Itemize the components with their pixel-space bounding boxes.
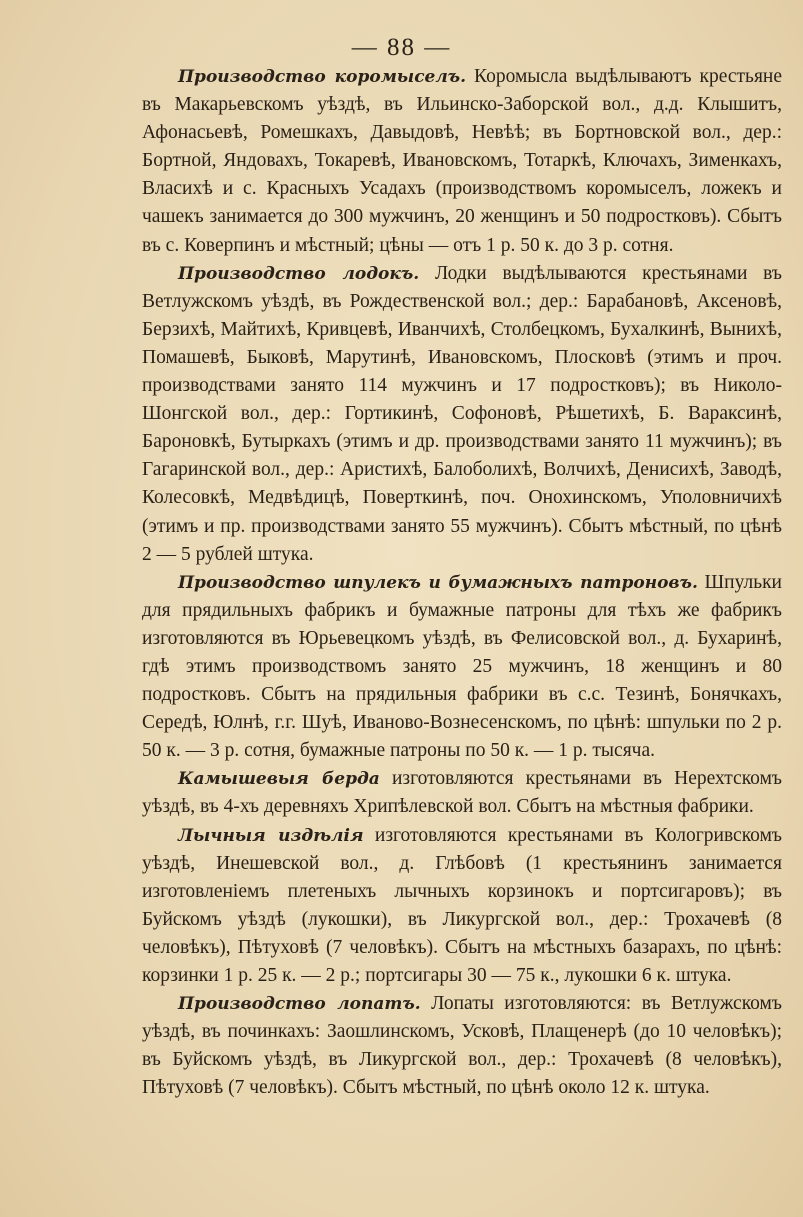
paragraph-boats bbox=[142, 260, 782, 569]
paragraph-text: Шпульки для прядильныхъ фабрикъ и бумажные патроны для тѣхъ же фабрикъ изготовляются въ Юрьевецкомъ уѣздѣ, въ Фелисовской вол., д. Бухаринѣ, гдѣ этимъ производствомъ занято 25 мужчинъ, 18 женщинъ и 80 подростковъ. Сбытъ на прядильныя фабрики въ с.с. Тезинѣ, Бонячкахъ, Середѣ, Юлнѣ, г.г. Шуѣ, Иваново-Вознесенскомъ, по цѣнѣ: шпульки по 2 р. 50 к. — 3 р. сотня, бумажные патроны по 50 к. — 1 р. тысяча. bbox=[142, 571, 782, 762]
paragraph-text: Коромысла выдѣлываютъ крестьяне въ Макарьевскомъ уѣздѣ, въ Ильинско-Заборской вол., д.д. Клышитъ, Афонасьевѣ, Ромешкахъ, Давыдовѣ, Невѣѣ; въ Бортновской вол., дер.: Бортной, Яндовахъ, Токаревѣ, Ивановскомъ, Тотаркѣ, Ключахъ, Зименкахъ, Власихѣ и с. Красныхъ Усадахъ (производствомъ коромыселъ, ложекъ и чашекъ занимается до 300 мужчинъ, 20 женщинъ и 50 подростковъ). Сбытъ въ с. Коверпинъ и мѣстный; цѣны — отъ 1 р. 50 к. до 3 р. сотня. bbox=[142, 66, 782, 256]
paragraph-bobbins bbox=[142, 569, 782, 766]
paragraph-text: изготовляются крестьянами въ Кологривскомъ уѣздѣ, Инешевской вол., д. Глѣбовѣ (1 крестьянинъ занимается изготовленіемъ плетеныхъ лычныхъ корзинокъ и портсигаровъ); въ Буйскомъ уѣздѣ (лукошки), въ Ликургской вол., дер.: Трохачевѣ (8 человѣкъ), Пѣтуховѣ (7 человѣкъ). Сбытъ на мѣстныхъ базарахъ, по цѣнѣ: корзинки 1 р. 25 к. — 2 р.; портсигары 30 — 75 к., лукошки 6 к. штука. bbox=[142, 824, 782, 986]
paragraph-reeds bbox=[142, 765, 782, 821]
section-heading: Производство шпулекъ и бумажныхъ патроновъ. bbox=[178, 572, 698, 593]
section-heading: Лычныя издѣлія bbox=[178, 825, 364, 846]
paragraph-text: Лопаты изготовляются: въ Ветлужскомъ уѣздѣ, въ починкахъ: Заошлинскомъ, Усковѣ, Плащенерѣ (до 10 человѣкъ); въ Буйскомъ уѣздѣ, въ Ликургской вол., дер.: Трохачевѣ (8 человѣкъ), Пѣтуховѣ (7 человѣкъ). Сбытъ мѣстный, по цѣнѣ около 12 к. штука. bbox=[142, 993, 782, 1099]
page-body bbox=[142, 63, 782, 1102]
paragraph-text: Лодки выдѣлываются крестьянами въ Ветлужскомъ уѣздѣ, въ Рождественской вол.; дер.: Барабановѣ, Аксеновѣ, Берзихѣ, Майтихѣ, Кривцевѣ, Иванчихѣ, Столбецкомъ, Бухалкинѣ, Вынихѣ, Помашевѣ, Быковѣ, Марутинѣ, Ивановскомъ, Плосковѣ (этимъ и проч. производствами занято 114 мужчинъ и 17 подростковъ); въ Николо-Шонгской вол., дер.: Гортикинѣ, Софоновѣ, Рѣшетихѣ, Б. Вараксинѣ, Бароновкѣ, Бутыркахъ (этимъ и др. производствами занято 11 мужчинъ); въ Гагаринской вол., дер.: Аристихѣ, Балоболихѣ, Волчихѣ, Денисихѣ, Заводѣ, Колесовкѣ, Медвѣдицѣ, Поверткинѣ, поч. Онохинскомъ, Уполовничихѣ (этимъ и пр. производствами занято 55 мужчинъ). Сбытъ мѣстный, по цѣнѣ 2 — 5 рублей штука. bbox=[142, 262, 782, 565]
section-heading: Производство лопатъ. bbox=[178, 994, 421, 1015]
section-heading: Камышевыя берда bbox=[178, 769, 380, 790]
paragraph-bast bbox=[142, 822, 782, 991]
paragraph-yokes bbox=[142, 63, 782, 260]
paragraph-shovels bbox=[142, 990, 782, 1102]
page-number: — 88 — bbox=[351, 34, 452, 61]
paragraph-text: изготовляются крестьянами въ Нерехтскомъ уѣздѣ, въ 4-хъ деревняхъ Хрипѣлевской вол. Сбытъ на мѣстныя фабрики. bbox=[142, 768, 782, 818]
section-heading: Производство коромыселъ. bbox=[178, 67, 467, 87]
section-heading: Производство лодокъ. bbox=[178, 263, 420, 284]
